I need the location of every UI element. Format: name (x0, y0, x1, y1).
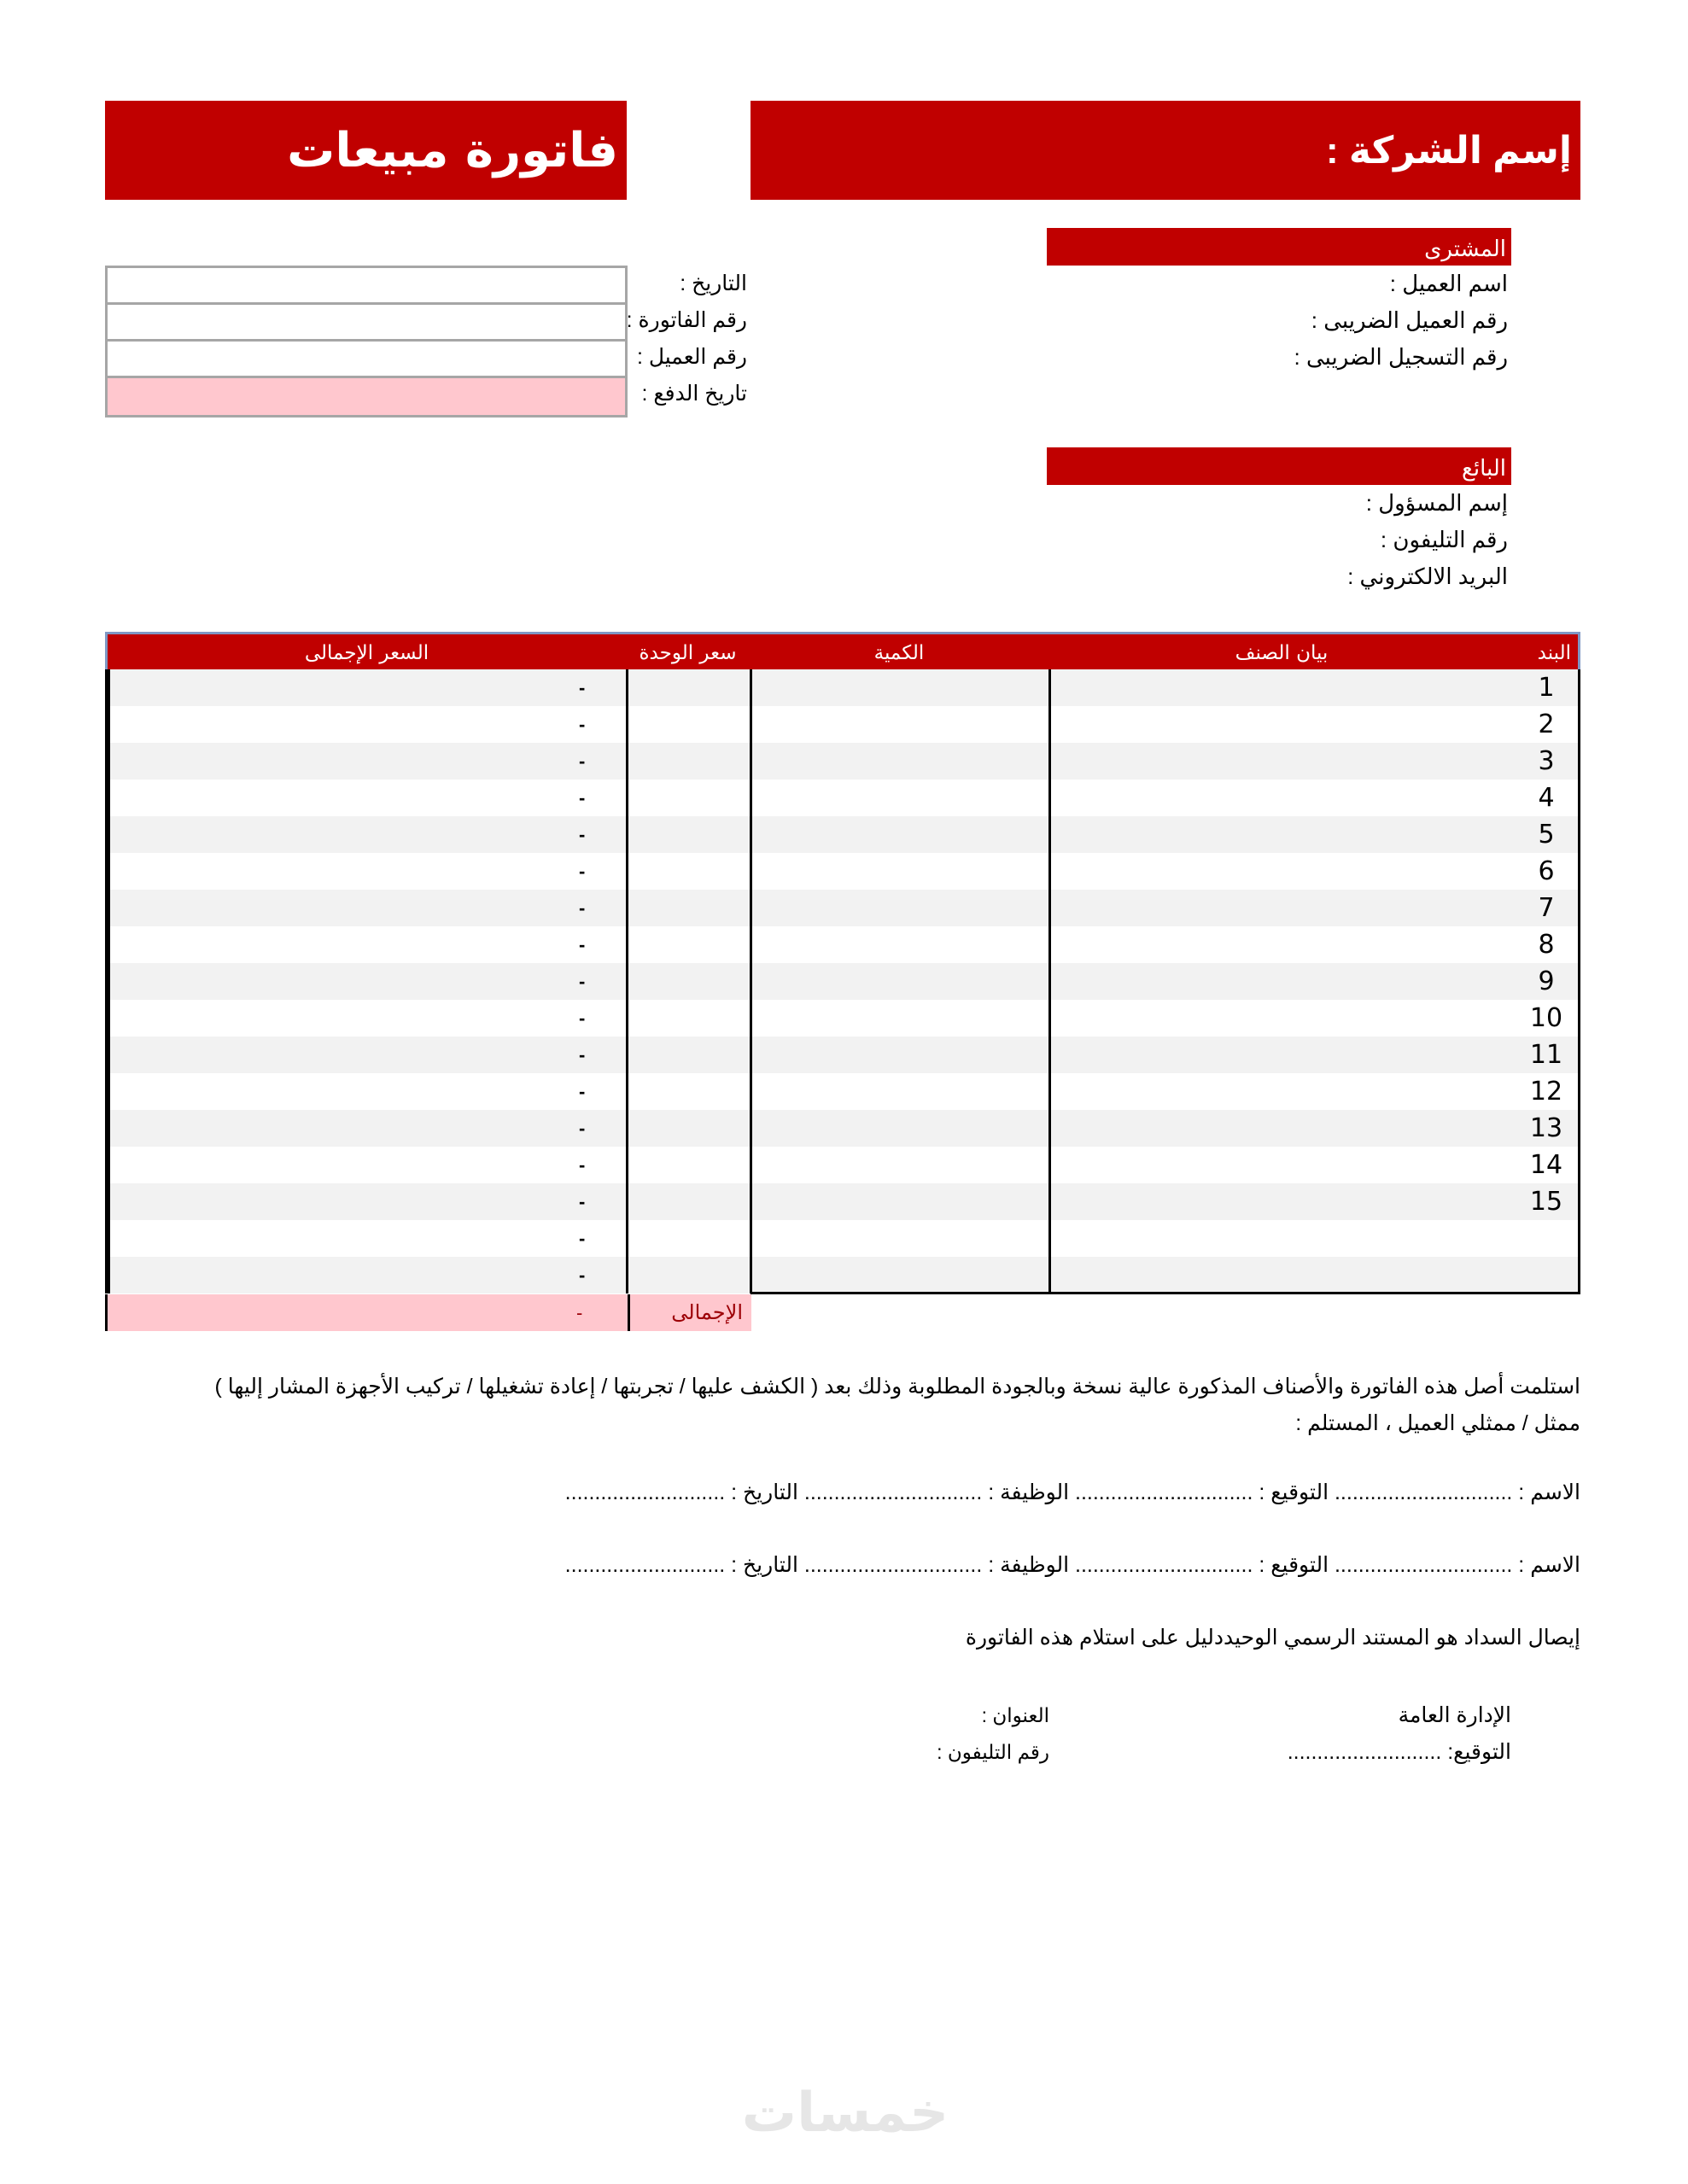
buyer-details (1047, 266, 1511, 376)
table-row (108, 963, 1578, 1000)
description-cell[interactable] (1048, 1257, 1515, 1293)
payment-date-label: تاريخ الدفع : (641, 382, 747, 406)
email-label: البريد الالكتروني : (1347, 564, 1508, 589)
item-cell: 9 (1538, 966, 1555, 996)
invoice-meta-fields (105, 266, 628, 418)
total-price-cell: - (108, 1257, 626, 1293)
responsible-name-label: إسم المسؤول : (1365, 490, 1508, 516)
table-row (108, 1037, 1578, 1073)
description-cell[interactable] (1048, 1110, 1515, 1147)
table-row (108, 1110, 1578, 1147)
table-header (105, 632, 1580, 669)
tax-registration-number-label: رقم التسجيل الضريبى : (1294, 344, 1508, 370)
table-row (108, 890, 1578, 926)
buyer-heading: المشترى (1047, 228, 1511, 266)
table-row (108, 853, 1578, 890)
unit-price-cell[interactable] (626, 816, 750, 853)
quantity-cell[interactable] (750, 1147, 1048, 1183)
management-label: الإدارة العامة (1398, 1703, 1511, 1727)
header-quantity: الكمية (873, 642, 925, 664)
quantity-cell[interactable] (750, 963, 1048, 1000)
date-field[interactable] (108, 268, 625, 305)
table-bottom-border (751, 1292, 1580, 1294)
item-cell: 6 (1538, 856, 1555, 886)
management-block (1047, 1697, 1511, 1771)
items-table (105, 632, 1580, 1293)
unit-price-cell[interactable] (626, 890, 750, 926)
total-price-cell: - (108, 706, 626, 743)
grand-total-row (105, 1294, 751, 1331)
header-item: البند (1537, 642, 1571, 664)
date-label: التاريخ : (680, 272, 747, 295)
signature-line-2: الاسم : .............................. التوقيع : .............................. الوظيفة : .............................. التاريخ : ........................... (564, 1553, 1580, 1577)
item-cell: 13 (1529, 1113, 1563, 1143)
item-cell: 2 (1538, 710, 1555, 739)
total-price-cell: - (108, 1110, 626, 1147)
description-cell[interactable] (1048, 669, 1515, 706)
invoice-title: فاتورة مبيعات (287, 122, 618, 178)
description-cell[interactable] (1048, 853, 1515, 890)
total-price-cell: - (108, 963, 626, 1000)
description-cell[interactable] (1048, 1000, 1515, 1037)
table-row (108, 706, 1578, 743)
total-price-cell: - (108, 1000, 626, 1037)
unit-price-cell[interactable] (626, 1147, 750, 1183)
contact-block (751, 1697, 1049, 1771)
contact-phone-label: رقم التليفون : (937, 1741, 1049, 1763)
description-cell[interactable] (1048, 1183, 1515, 1220)
quantity-cell[interactable] (750, 1037, 1048, 1073)
item-cell: 12 (1529, 1077, 1563, 1107)
item-cell: 10 (1529, 1003, 1563, 1033)
total-price-cell: - (108, 743, 626, 780)
table-row (108, 926, 1578, 963)
description-cell[interactable] (1048, 963, 1515, 1000)
quantity-cell[interactable] (750, 853, 1048, 890)
item-cell: 5 (1538, 820, 1555, 850)
item-cell: 3 (1538, 746, 1555, 776)
unit-price-cell[interactable] (626, 963, 750, 1000)
customer-number-field[interactable] (108, 342, 625, 378)
header-unit-price: سعر الوحدة (639, 642, 737, 664)
total-price-cell: - (108, 853, 626, 890)
grand-total-value: - (105, 1294, 628, 1331)
management-signature: التوقيع: .......................... (1287, 1740, 1511, 1764)
invoice-number-label: رقم الفاتورة : (626, 308, 747, 332)
description-cell[interactable] (1048, 926, 1515, 963)
quantity-cell[interactable] (750, 1183, 1048, 1220)
quantity-cell[interactable] (750, 669, 1048, 706)
quantity-cell[interactable] (750, 816, 1048, 853)
signature-line-1: الاسم : .............................. التوقيع : .............................. الوظيفة : .............................. التاريخ : ........................... (564, 1480, 1580, 1504)
unit-price-cell[interactable] (626, 853, 750, 890)
table-row (108, 1073, 1578, 1110)
customer-number-label: رقم العميل : (636, 345, 747, 369)
unit-price-cell[interactable] (626, 1000, 750, 1037)
invoice-title-bar (105, 101, 627, 200)
item-cell: 15 (1529, 1187, 1563, 1217)
unit-price-cell[interactable] (626, 780, 750, 816)
payment-date-field[interactable] (108, 378, 625, 415)
item-cell: 14 (1529, 1150, 1563, 1180)
quantity-cell[interactable] (750, 890, 1048, 926)
quantity-cell[interactable] (750, 780, 1048, 816)
customer-tax-number-label: رقم العميل الضريبى : (1311, 307, 1508, 333)
quantity-cell[interactable] (750, 1110, 1048, 1147)
item-cell: 1 (1538, 673, 1555, 703)
watermark-logo: خمسات (741, 2082, 949, 2145)
description-cell[interactable] (1048, 1220, 1515, 1257)
unit-price-cell[interactable] (626, 743, 750, 780)
item-cell: 8 (1538, 930, 1555, 960)
description-cell[interactable] (1048, 890, 1515, 926)
item-cell (1515, 1257, 1578, 1293)
table-row (108, 1000, 1578, 1037)
table-row (108, 780, 1578, 816)
table-row (108, 816, 1578, 853)
table-row (108, 669, 1578, 706)
quantity-cell[interactable] (750, 926, 1048, 963)
receipt-paragraph-line-1: استلمت أصل هذه الفاتورة والأصناف المذكورة عالية نسخة وبالجودة المطلوبة وذلك بعد ( الكشف عليها / تجربتها / إعادة تشغيلها / تركيب الأجهزة المشار إليها ) (214, 1375, 1580, 1399)
total-price-cell: - (108, 1037, 626, 1073)
quantity-cell[interactable] (750, 706, 1048, 743)
unit-price-cell[interactable] (626, 706, 750, 743)
item-cell: 7 (1538, 893, 1555, 923)
description-cell[interactable] (1048, 743, 1515, 780)
seller-heading: البائع (1047, 447, 1511, 485)
table-row (108, 1183, 1578, 1220)
unit-price-cell[interactable] (626, 926, 750, 963)
grand-total-label: الإجمالى (628, 1294, 751, 1331)
quantity-cell[interactable] (750, 1220, 1048, 1257)
unit-price-cell[interactable] (626, 1073, 750, 1110)
address-label: العنوان : (981, 1704, 1049, 1726)
total-price-cell: - (108, 780, 626, 816)
quantity-cell[interactable] (750, 1073, 1048, 1110)
quantity-cell[interactable] (750, 743, 1048, 780)
table-row (108, 1257, 1578, 1293)
quantity-cell[interactable] (750, 1000, 1048, 1037)
unit-price-cell[interactable] (626, 1220, 750, 1257)
total-price-cell: - (108, 669, 626, 706)
description-cell[interactable] (1048, 1073, 1515, 1110)
seller-details (1047, 485, 1511, 595)
quantity-cell[interactable] (750, 1257, 1048, 1293)
company-name-bar (751, 101, 1580, 200)
item-cell: 4 (1538, 783, 1555, 813)
unit-price-cell[interactable] (626, 1037, 750, 1073)
table-row (108, 1220, 1578, 1257)
description-cell[interactable] (1048, 780, 1515, 816)
phone-number-label: رقم التليفون : (1380, 527, 1508, 552)
item-cell: 11 (1529, 1040, 1563, 1070)
total-price-cell: - (108, 926, 626, 963)
table-row (108, 1147, 1578, 1183)
unit-price-cell[interactable] (626, 1257, 750, 1293)
unit-price-cell[interactable] (626, 669, 750, 706)
invoice-number-field[interactable] (108, 305, 625, 342)
total-price-cell: - (108, 1147, 626, 1183)
total-price-cell: - (108, 1183, 626, 1220)
description-cell[interactable] (1048, 1037, 1515, 1073)
receipt-paragraph-line-2: ممثل / ممثلي العميل ، المستلم : (1295, 1411, 1580, 1435)
item-cell (1515, 1220, 1578, 1257)
company-name-label: إسم الشركة : (1326, 129, 1572, 172)
total-price-cell: - (108, 1073, 626, 1110)
payment-receipt-note: إيصال السداد هو المستند الرسمي الوحيددليل على استلام هذه الفاتورة (965, 1626, 1580, 1650)
description-cell[interactable] (1048, 1147, 1515, 1183)
total-price-cell: - (108, 1220, 626, 1257)
total-price-cell: - (108, 816, 626, 853)
receipt-paragraph (105, 1369, 1580, 1442)
header-description: بيان الصنف (1235, 642, 1329, 664)
header-total-price: السعر الإجمالى (304, 642, 429, 664)
unit-price-cell[interactable] (626, 1183, 750, 1220)
description-cell[interactable] (1048, 816, 1515, 853)
customer-name-label: اسم العميل : (1389, 271, 1508, 296)
total-price-cell: - (108, 890, 626, 926)
table-row (108, 743, 1578, 780)
unit-price-cell[interactable] (626, 1110, 750, 1147)
description-cell[interactable] (1048, 706, 1515, 743)
table-body (105, 669, 1580, 1293)
invoice-meta-labels (626, 266, 747, 412)
